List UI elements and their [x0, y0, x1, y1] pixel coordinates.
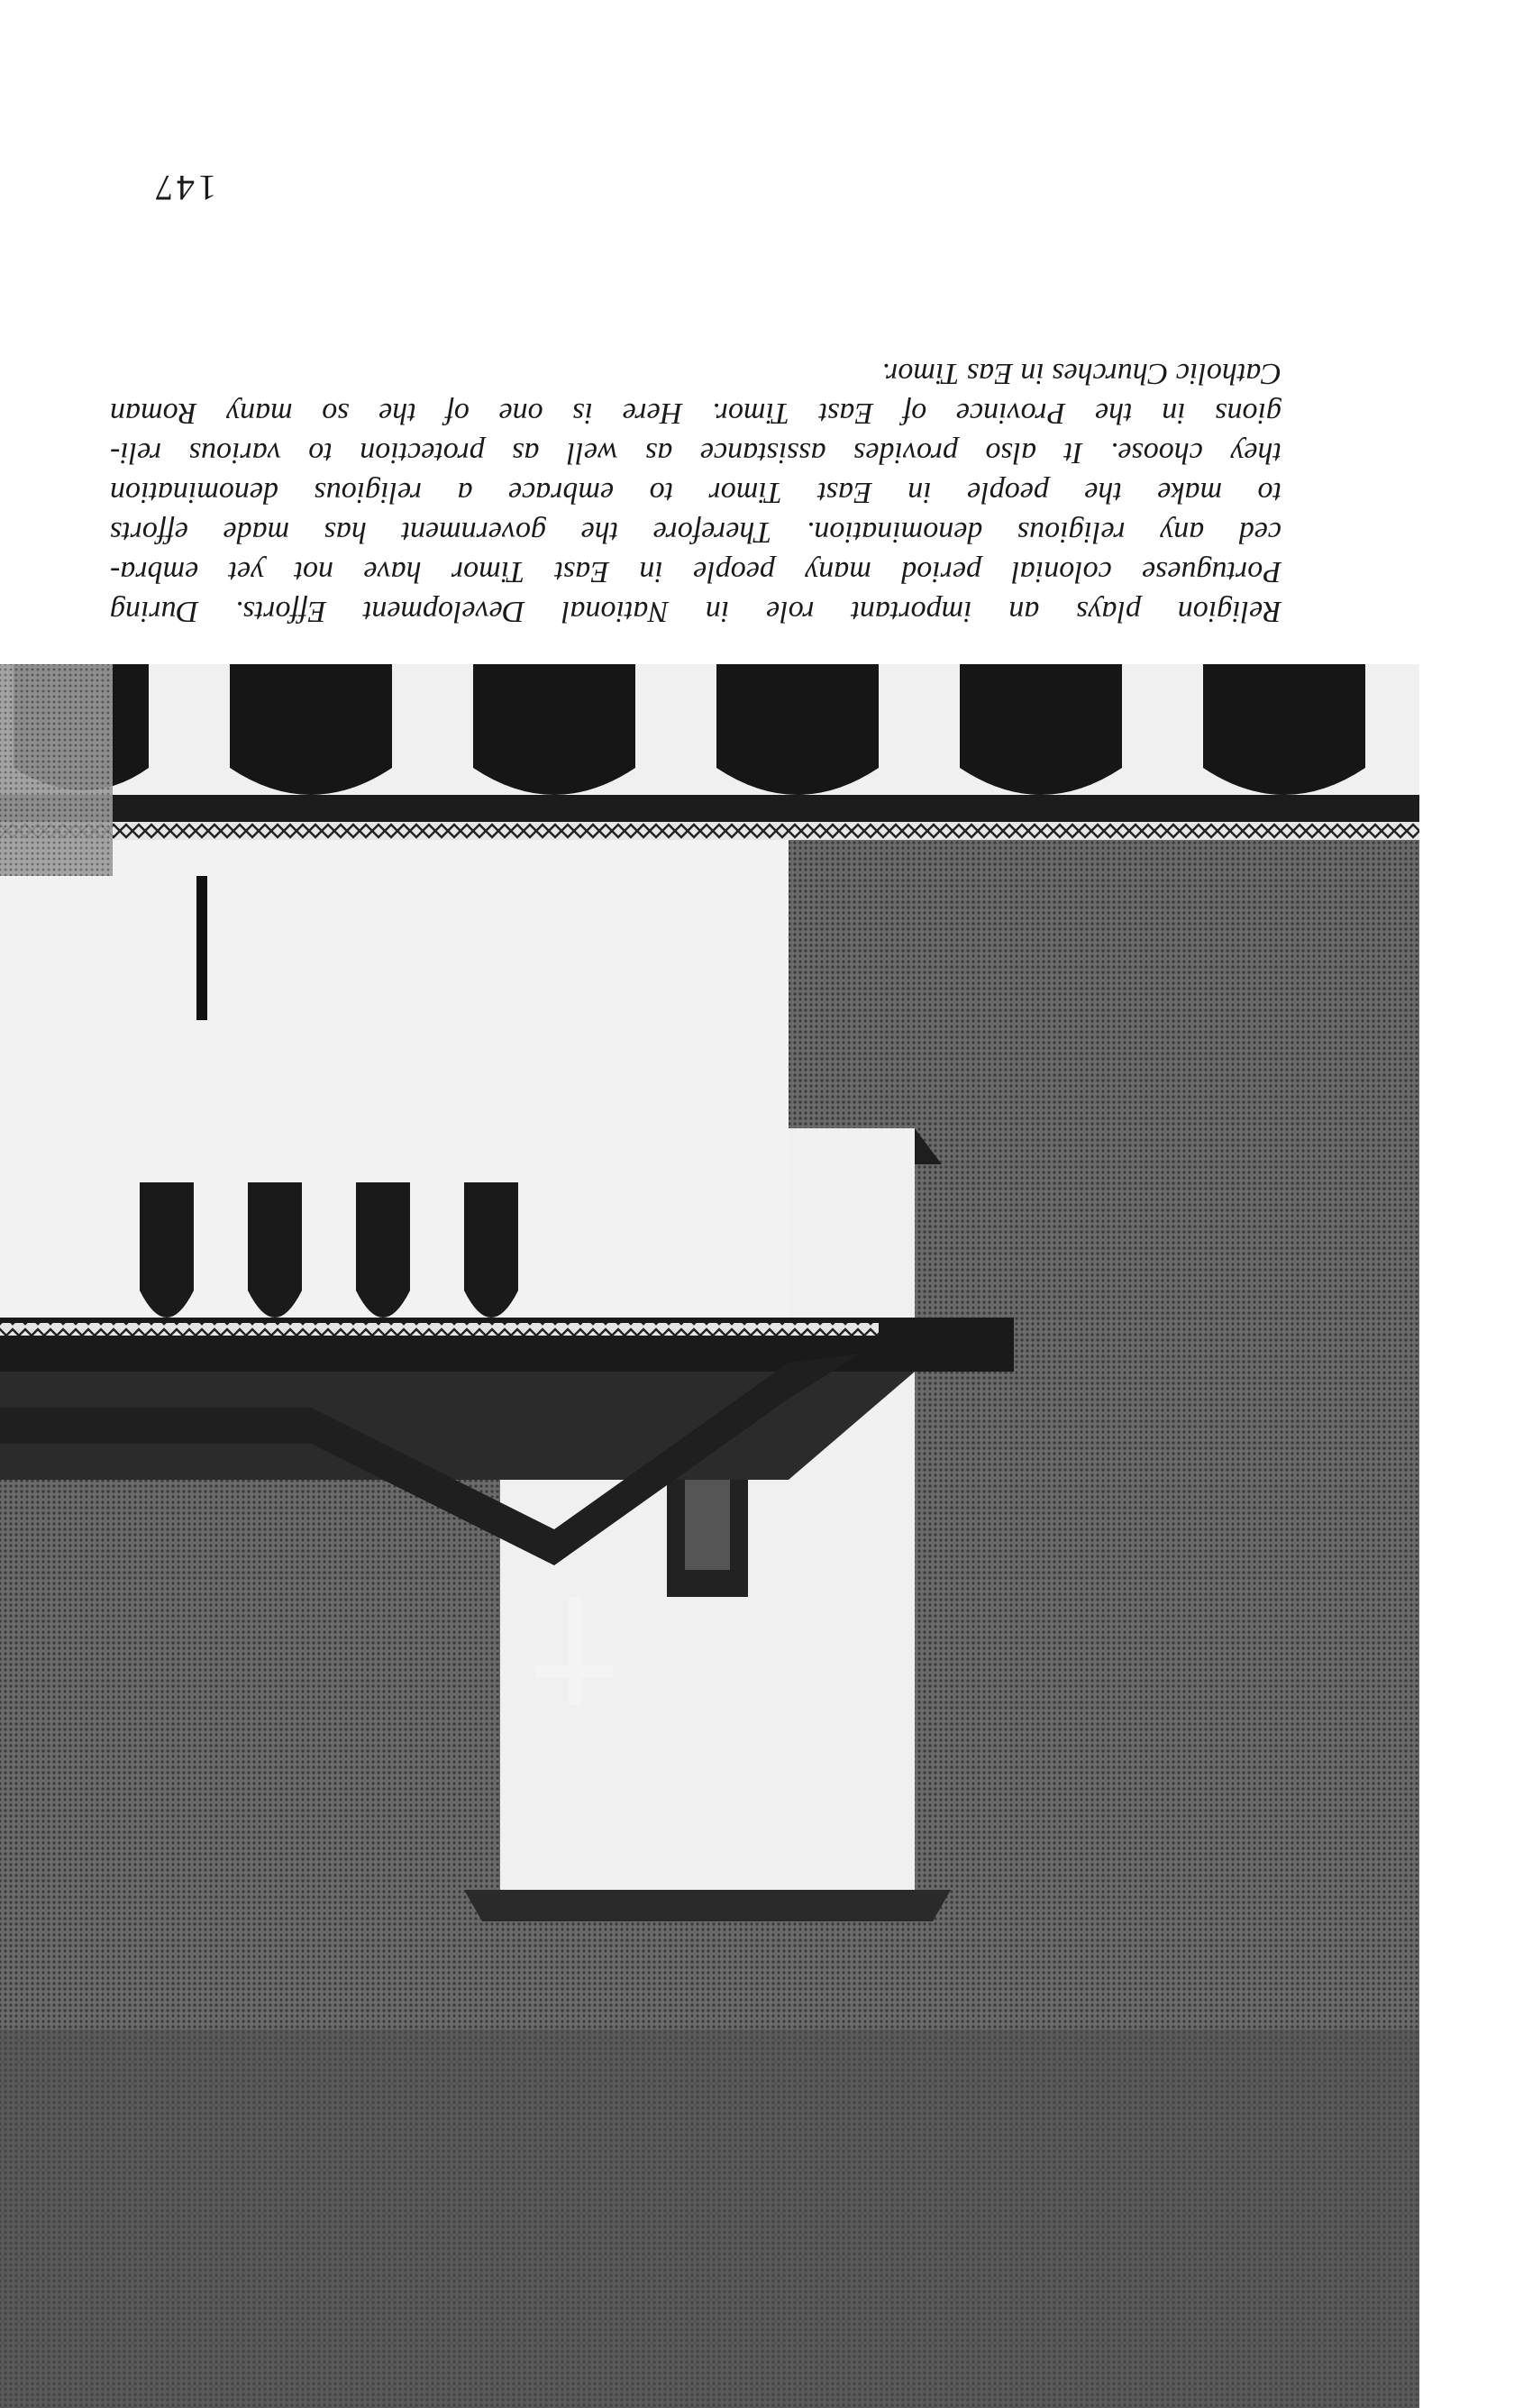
caption-line: gions in the Province of East Timor. Here is one of the so many Roman	[110, 397, 1281, 430]
caption-line: ced any religious denomination. Therefore the government has made efforts	[110, 515, 1281, 549]
photo-caption	[110, 353, 1281, 631]
nave-window	[356, 1182, 410, 1318]
nave-window	[248, 1182, 302, 1318]
page-number: 147	[151, 168, 216, 208]
nave-window	[140, 1182, 194, 1318]
caption-line: Religion plays an important role in National Development Efforts. During	[110, 595, 1281, 628]
church-photograph	[0, 664, 1419, 2408]
caption-line: Catholic Churches in Eas Timor.	[881, 357, 1281, 390]
church-illustration	[0, 664, 1419, 2408]
caption-line: they choose. It also provides assistance as well as protection to various reli-	[110, 436, 1281, 470]
cross-icon	[569, 1597, 581, 1705]
church-porch	[0, 664, 1419, 822]
caption-line: to make the people in East Timor to embrace a religious denomination	[110, 476, 1281, 509]
nave-window	[464, 1182, 518, 1318]
caption-line: Portuguese colonial period many people in East Timor have not yet embra-	[110, 555, 1281, 588]
